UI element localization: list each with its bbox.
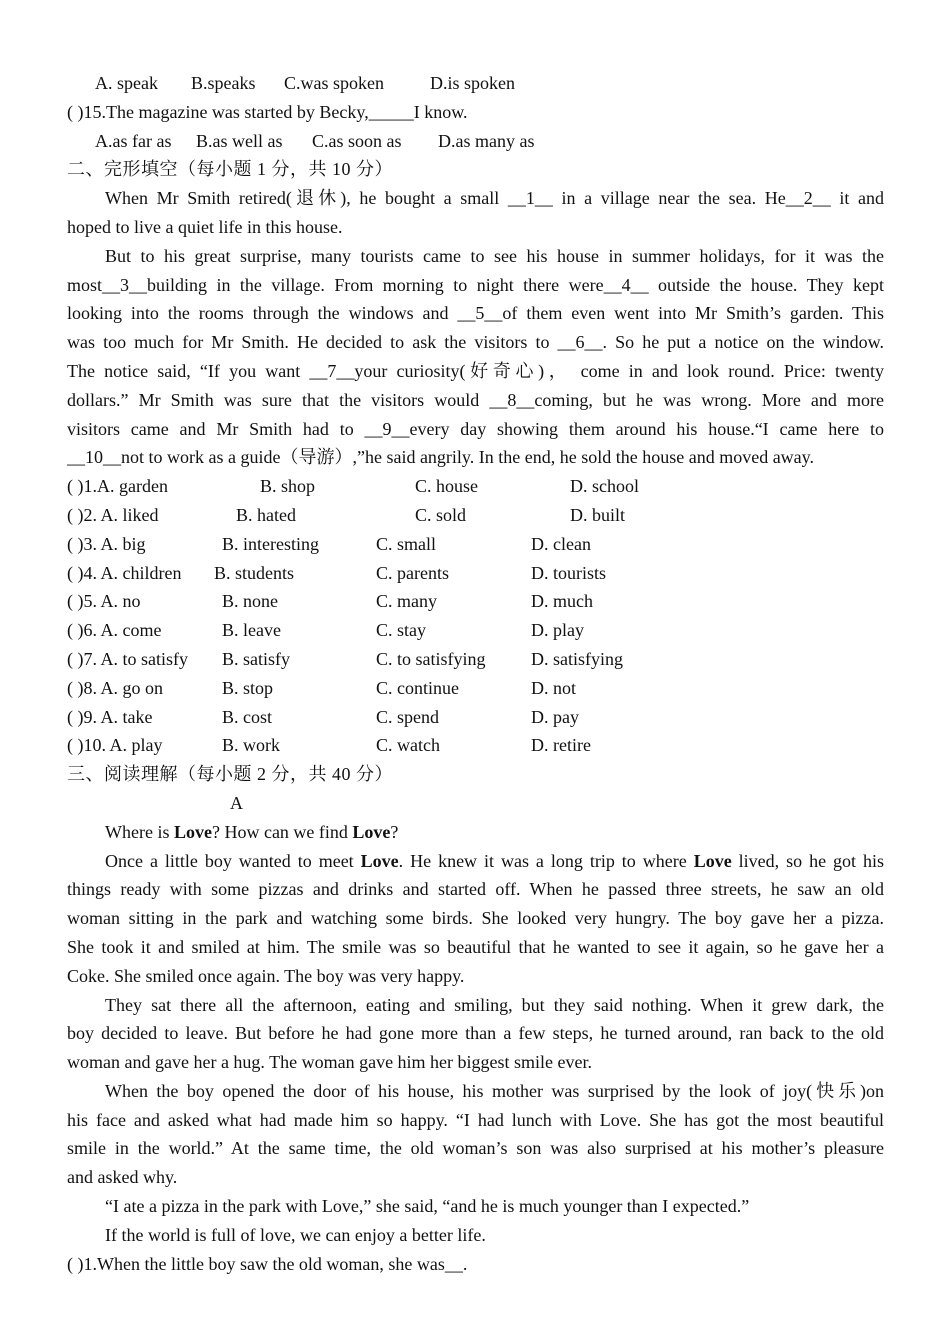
option-b: B. stop	[222, 677, 274, 698]
option-d: D. play	[531, 620, 584, 641]
option-b: B. students	[214, 562, 295, 583]
cloze-line: most__3__building in the village. From morning to night there were__4__ outside the house. They kept	[67, 274, 884, 295]
passage-title	[67, 818, 884, 847]
reading-line: boy decided to leave. But before he had gone more than a few steps, he turned around, ran back to the old	[67, 1023, 884, 1044]
reading-line: She took it and smiled at him. The smile was so beautiful that he wanted to see it again, so he gave her a	[67, 936, 884, 957]
cloze-line: was too much for Mr Smith. He decided to ask the visitors to __6__. So he put a notice on the window.	[67, 332, 884, 353]
cloze-question-2	[67, 501, 884, 530]
cloze-question-6	[67, 616, 884, 645]
q14-options	[67, 69, 884, 98]
q15-option-b: B.as well as	[196, 130, 283, 151]
option-d: D. built	[570, 504, 626, 525]
q14-option-a: A. speak	[95, 73, 158, 93]
option-b: B. satisfy	[222, 648, 291, 669]
cloze-line: But to his great surprise, many tourists came to see his house in summer holidays, for it was the	[105, 245, 884, 266]
option-d: D. not	[531, 677, 576, 698]
option-d: D. clean	[531, 533, 591, 554]
option-c: C. house	[415, 476, 478, 497]
q15-stem: ( )15.The magazine was started by Becky,_____I know.	[67, 101, 468, 122]
question-stem: ( )9. A. take	[67, 706, 153, 727]
option-c: C. many	[376, 591, 437, 612]
reading-line: They sat there all the afternoon, eating and smiling, but they said nothing. When it grew dark, the	[105, 994, 884, 1015]
question-stem: ( )2. A. liked	[67, 504, 159, 525]
question-stem: ( )8. A. go on	[67, 677, 163, 698]
cloze-line: dollars.” Mr Smith was sure that the visitors would __8__coming, but he was wrong. More and more	[67, 389, 884, 410]
exam-page	[67, 69, 884, 1278]
reading-line: things ready with some pizzas and drinks and started off. When he passed three streets, he saw an old	[67, 879, 884, 900]
cloze-question-1	[67, 472, 884, 501]
cloze-question-9	[67, 703, 884, 732]
cloze-question-4	[67, 559, 884, 588]
cloze-question-5	[67, 587, 884, 616]
cloze-line: looking into the rooms through the windows and __5__of them even went into Mr Smith’s garden. This	[67, 303, 884, 324]
question-stem: ( )3. A. big	[67, 533, 146, 554]
q14-option-b: B.speaks	[191, 73, 256, 93]
q14-option-c: C.was spoken	[284, 73, 384, 93]
cloze-question-3	[67, 530, 884, 559]
title-love: Love	[352, 821, 391, 842]
option-c: C. to satisfying	[376, 648, 486, 669]
option-b: B. hated	[236, 504, 296, 525]
question-stem: ( )1.A. garden	[67, 476, 168, 497]
reading-line: When the boy opened the door of his house, his mother was surprised by the look of joy(快乐)on	[105, 1080, 884, 1101]
cloze-line: __10__not to work as a guide（导游）,”he said angrily. In the end, he sold the house and moved away.	[67, 447, 814, 468]
option-b: B. work	[222, 735, 280, 756]
option-d: D. tourists	[531, 562, 607, 583]
reading-line: If the world is full of love, we can enjoy a better life.	[105, 1224, 486, 1245]
title-part: ? How can we find	[211, 821, 353, 842]
section3-heading: 三、阅读理解（每小题 2 分，共 40 分）	[67, 764, 393, 785]
q15-options	[67, 127, 884, 156]
cloze-question-10	[67, 731, 884, 760]
option-c: C. stay	[376, 620, 427, 641]
reading-line: and asked why.	[67, 1167, 178, 1188]
section2-heading: 二、完形填空（每小题 1 分，共 10 分）	[67, 159, 393, 180]
question-stem: ( )10. A. play	[67, 735, 163, 756]
question-stem: ( )5. A. no	[67, 591, 141, 612]
reading-line: Coke. She smiled once again. The boy was very happy.	[67, 965, 465, 986]
q14-option-d: D.is spoken	[430, 73, 515, 93]
option-b: B. leave	[222, 620, 281, 641]
option-d: D. pay	[531, 706, 579, 727]
option-c: C. spend	[376, 706, 439, 727]
reading-line: woman and gave her a hug. The woman gave him her biggest smile ever.	[67, 1052, 593, 1073]
question-stem: ( )6. A. come	[67, 620, 162, 641]
title-love: Love	[173, 821, 212, 842]
cloze-line: hoped to live a quiet life in this house.	[67, 216, 343, 237]
cloze-line: visitors came and Mr Smith had to __9__every day showing them around his house.“I came here to	[67, 418, 884, 439]
question-stem: ( )4. A. children	[67, 562, 182, 583]
q15-option-c: C.as soon as	[312, 130, 402, 151]
option-c: C. parents	[376, 562, 449, 583]
cloze-line: The notice said, “If you want __7__your curiosity(好奇心)， come in and look round. Price: twenty	[67, 360, 884, 381]
option-b: B. interesting	[222, 533, 319, 554]
option-c: C. small	[376, 533, 437, 554]
part-label: A	[230, 792, 243, 813]
option-b: B. shop	[260, 476, 316, 497]
option-d: D. school	[570, 476, 639, 497]
title-part: Where is	[105, 821, 174, 842]
option-d: D. retire	[531, 735, 591, 756]
cloze-question-7	[67, 645, 884, 674]
q15-option-a: A.as far as	[95, 130, 172, 151]
reading-question-1: ( )1.When the little boy saw the old woman, she was__.	[67, 1253, 468, 1274]
option-d: D. much	[531, 591, 593, 612]
cloze-line: When Mr Smith retired(退休), he bought a small __1__ in a village near the sea. He__2__ it and	[105, 188, 884, 209]
reading-line: Once a little boy wanted to meet Love. He knew it was a long trip to where Love lived, so he got his	[105, 850, 884, 871]
cloze-question-8	[67, 674, 884, 703]
q15-option-d: D.as many as	[438, 130, 535, 151]
option-c: C. sold	[415, 504, 467, 525]
option-c: C. continue	[376, 677, 459, 698]
option-b: B. none	[222, 591, 278, 612]
reading-line: smile in the world.” At the same time, the old woman’s son was also surprised at his mother’s pleasure	[67, 1138, 884, 1159]
title-part: ?	[390, 821, 399, 842]
reading-line: “I ate a pizza in the park with Love,” she said, “and he is much younger than I expected.”	[105, 1196, 750, 1217]
option-b: B. cost	[222, 706, 273, 727]
option-c: C. watch	[376, 735, 440, 756]
option-d: D. satisfying	[531, 648, 623, 669]
reading-line: his face and asked what had made him so happy. “I had lunch with Love. She has got the most beautiful	[67, 1109, 884, 1130]
reading-line: woman sitting in the park and watching some birds. She looked very hungry. The boy gave her a pizza.	[67, 908, 884, 929]
question-stem: ( )7. A. to satisfy	[67, 648, 188, 669]
